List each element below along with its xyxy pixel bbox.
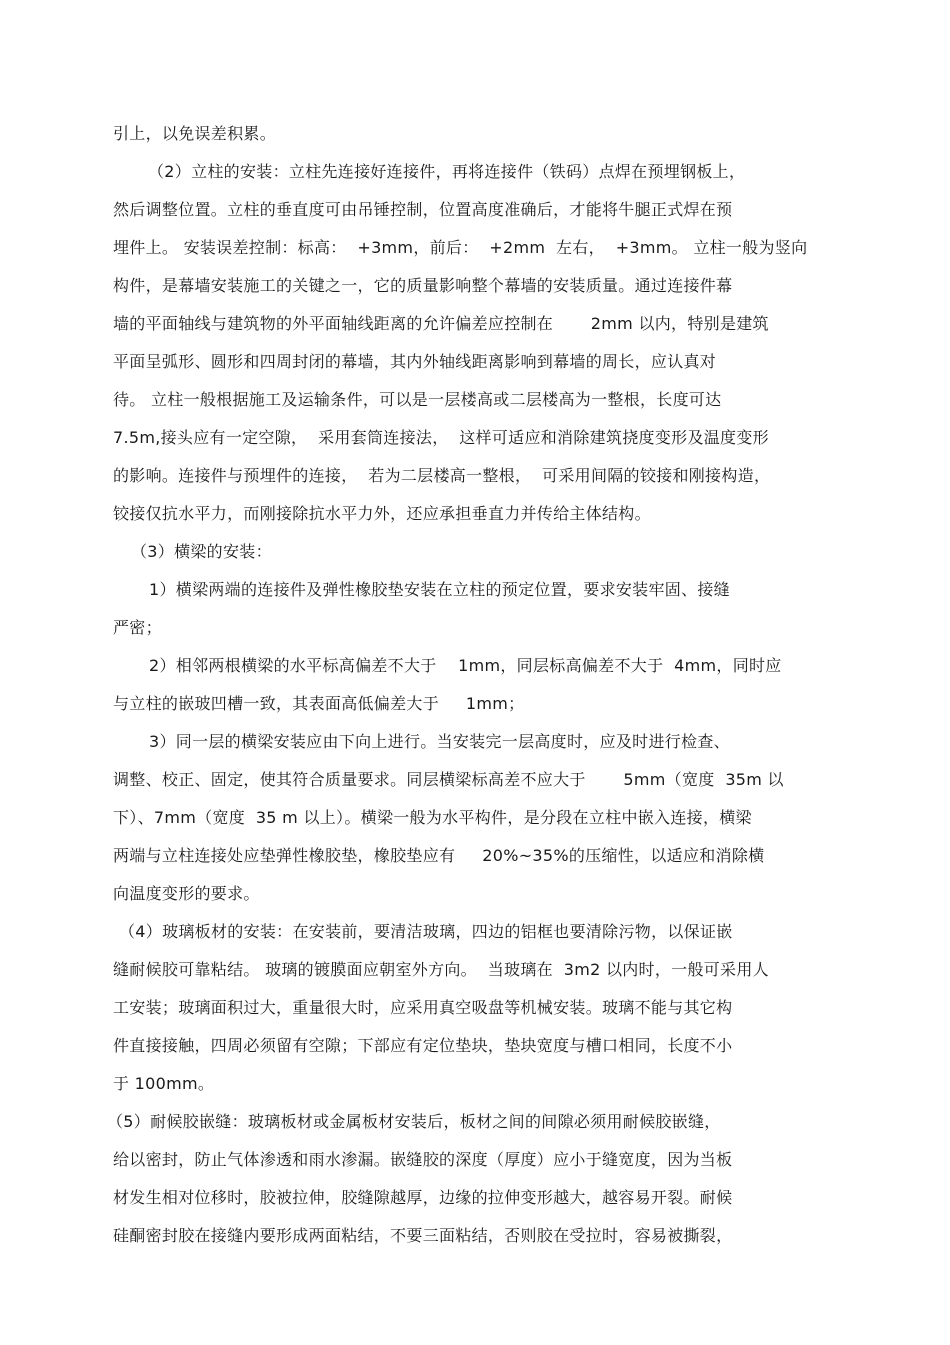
text-line: 墙的平面轴线与建筑物的外平面轴线距离的允许偏差应控制在 2mm 以内，特别是建筑: [113, 314, 769, 333]
text-line: 下）、7mm（宽度 35 m 以上）。横梁一般为水平构件，是分段在立柱中嵌入连接，横梁: [113, 808, 752, 827]
text-line: 缝耐候胶可靠粘结。 玻璃的镀膜面应朝室外方向。 当玻璃在 3m2 以内时，一般可采用人: [113, 960, 769, 979]
text-line: 构件，是幕墙安装施工的关键之一，它的质量影响整个幕墙的安装质量。通过连接件幕: [113, 276, 733, 295]
text-line: 工安装；玻璃面积过大，重量很大时，应采用真空吸盘等机械安装。玻璃不能与其它构: [113, 998, 733, 1017]
text-line: 埋件上。 安装误差控制：标高： +3mm，前后： +2mm 左右， +3mm。 立柱一般为竖向: [113, 238, 808, 257]
text-line: 向温度变形的要求。: [113, 884, 260, 903]
text-line: 待。 立柱一般根据施工及运输条件，可以是一层楼高或二层楼高为一整根，长度可达: [113, 390, 722, 409]
paragraph-heading-column-installation: （2）立柱的安装：立柱先连接好连接件，再将连接件（铁码）点焊在预埋钢板上，: [148, 162, 746, 181]
paragraph-heading-glass-installation: （4）玻璃板材的安装：在安装前，要清洁玻璃，四边的铝框也要清除污物，以保证嵌: [119, 922, 733, 941]
text-line: 调整、校正、固定，使其符合质量要求。同层横梁标高差不应大于 5mm（宽度 35m 以: [113, 770, 784, 789]
text-line: 的影响。连接件与预埋件的连接， 若为二层楼高一整根， 可采用间隔的铰接和刚接构造，: [113, 466, 771, 485]
text-line: 材发生相对位移时，胶被拉伸，胶缝隙越厚，边缘的拉伸变形越大，越容易开裂。耐候: [113, 1188, 733, 1207]
paragraph-heading-sealant-joint: （5）耐候胶嵌缝：玻璃板材或金属板材安装后，板材之间的间隙必须用耐候胶嵌缝，: [107, 1112, 721, 1131]
text-line: 7.5m,接头应有一定空隙， 采用套筒连接法， 这样可适应和消除建筑挠度变形及温度变形: [113, 428, 769, 447]
text-line: 于 100mm。: [113, 1074, 215, 1093]
text-line: 件直接接触，四周必须留有空隙；下部应有定位垫块，垫块宽度与槽口相同，长度不小: [113, 1036, 733, 1055]
text-line: 然后调整位置。立柱的垂直度可由吊锤控制，位置高度准确后，才能将牛腿正式焊在预: [113, 200, 733, 219]
paragraph-heading-beam-installation: （3）横梁的安装：: [131, 542, 272, 561]
text-line: 给以密封，防止气体渗透和雨水渗漏。嵌缝胶的深度（厚度）应小于缝宽度，因为当板: [113, 1150, 733, 1169]
text-line: 1）横梁两端的连接件及弹性橡胶垫安装在立柱的预定位置，要求安装牢固、接缝: [149, 580, 730, 599]
text-line: 2）相邻两根横梁的水平标高偏差不大于 1mm，同层标高偏差不大于 4mm，同时应: [149, 656, 782, 675]
text-line: 平面呈弧形、圆形和四周封闭的幕墙，其内外轴线距离影响到幕墙的周长，应认真对: [113, 352, 717, 371]
text-line: 铰接仅抗水平力，而刚接除抗水平力外，还应承担垂直力并传给主体结构。: [113, 504, 651, 523]
text-line: 3）同一层的横梁安装应由下向上进行。当安装完一层高度时，应及时进行检查、: [149, 732, 730, 751]
text-line: 硅酮密封胶在接缝内要形成两面粘结，不要三面粘结，否则胶在受拉时，容易被撕裂，: [113, 1226, 733, 1245]
text-line: 与立柱的嵌玻凹槽一致，其表面高低偏差大于 1mm；: [113, 694, 525, 713]
text-line: 两端与立柱连接处应垫弹性橡胶垫，橡胶垫应有 20%~35%的压缩性，以适应和消除横: [113, 846, 765, 865]
text-line: 严密；: [113, 618, 162, 637]
text-line: 引上，以免误差积累。: [113, 124, 277, 143]
